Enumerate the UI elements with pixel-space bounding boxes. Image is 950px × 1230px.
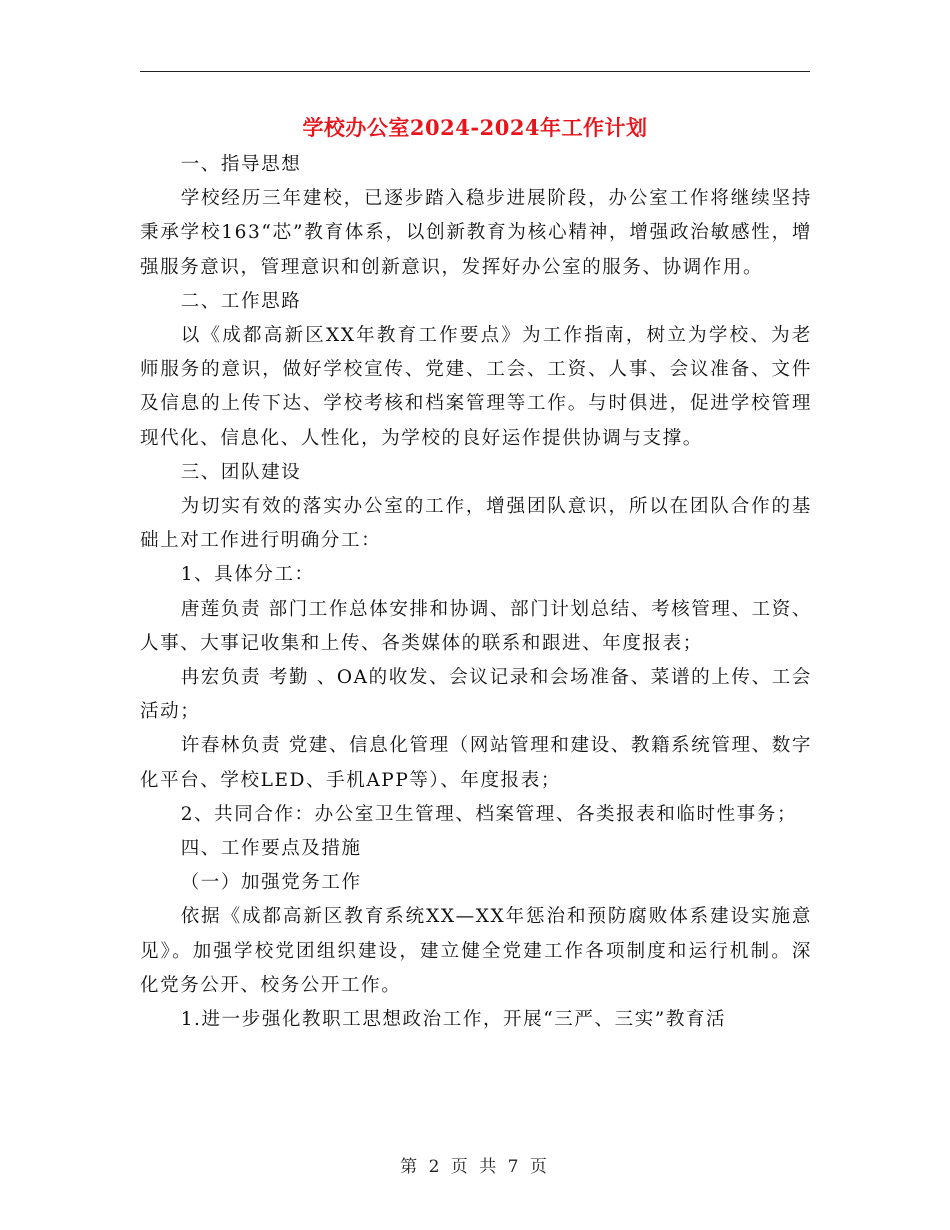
- document-body: [140, 148, 812, 1037]
- section-heading-1: 一、指导思想: [180, 154, 302, 175]
- paragraph-party-basis: 依据《成都高新区教育系统XX—XX年惩治和预防腐败体系建设实施意见》。加强学校党团组织建设，建立健全党建工作各项制度和运行机制。深化党务公开、校务公开工作。: [140, 906, 812, 996]
- paragraph-duty-ran: 冉宏负责 考勤 、OA的收发、会议记录和会场准备、菜谱的上传、工会活动；: [140, 667, 812, 723]
- header-rule: [140, 71, 810, 72]
- paragraph-item-1: 1.进一步强化教职工思想政治工作，开展“三严、三实”教育活: [180, 1009, 727, 1031]
- page-number-label: 第 2 页 共 7 页: [400, 1157, 550, 1177]
- section-heading-2: 二、工作思路: [180, 290, 302, 312]
- paragraph-guiding-thought: 学校经历三年建校，已逐步踏入稳步进展阶段，办公室工作将继续坚持秉承学校163“芯”教育体系，以创新教育为核心精神，增强政治敏感性，增强服务意识，管理意识和创新意识，发挥好办公室的服务、协调作用。: [140, 188, 812, 278]
- section-heading-4: 四、工作要点及措施: [180, 838, 362, 860]
- paragraph-cooperation: 2、共同合作：办公室卫生管理、档案管理、各类报表和临时性事务；: [180, 803, 798, 825]
- paragraph-duty-xu: 许春林负责 党建、信息化管理（网站管理和建设、教籍系统管理、数字化平台、学校LED、手机APP等）、年度报表；: [140, 735, 812, 791]
- subheading-division-of-labor: 1、具体分工：: [180, 564, 315, 586]
- section-heading-3: 三、团队建设: [180, 461, 302, 483]
- paragraph-team-building: 为切实有效的落实办公室的工作，增强团队意识，所以在团队合作的基础上对工作进行明确分工：: [140, 496, 812, 552]
- subheading-party-work: （一）加强党务工作: [180, 872, 362, 894]
- paragraph-duty-tang: 唐莲负责 部门工作总体安排和协调、部门计划总结、考核管理、工资、人事、大事记收集和上传、各类媒体的联系和跟进、年度报表；: [140, 598, 812, 654]
- page-footer: [0, 1152, 950, 1177]
- paragraph-work-approach: 以《成都高新区XX年教育工作要点》为工作指南，树立为学校、为老师服务的意识，做好学校宣传、党建、工会、工资、人事、会议准备、文件及信息的上传下达、学校考核和档案管理等工作。与时俱进，促进学校管理现代化、信息化、人性化，为学校的良好运作提供协调与支撑。: [140, 325, 812, 449]
- document-title: 学校办公室2024-2024年工作计划: [302, 115, 648, 140]
